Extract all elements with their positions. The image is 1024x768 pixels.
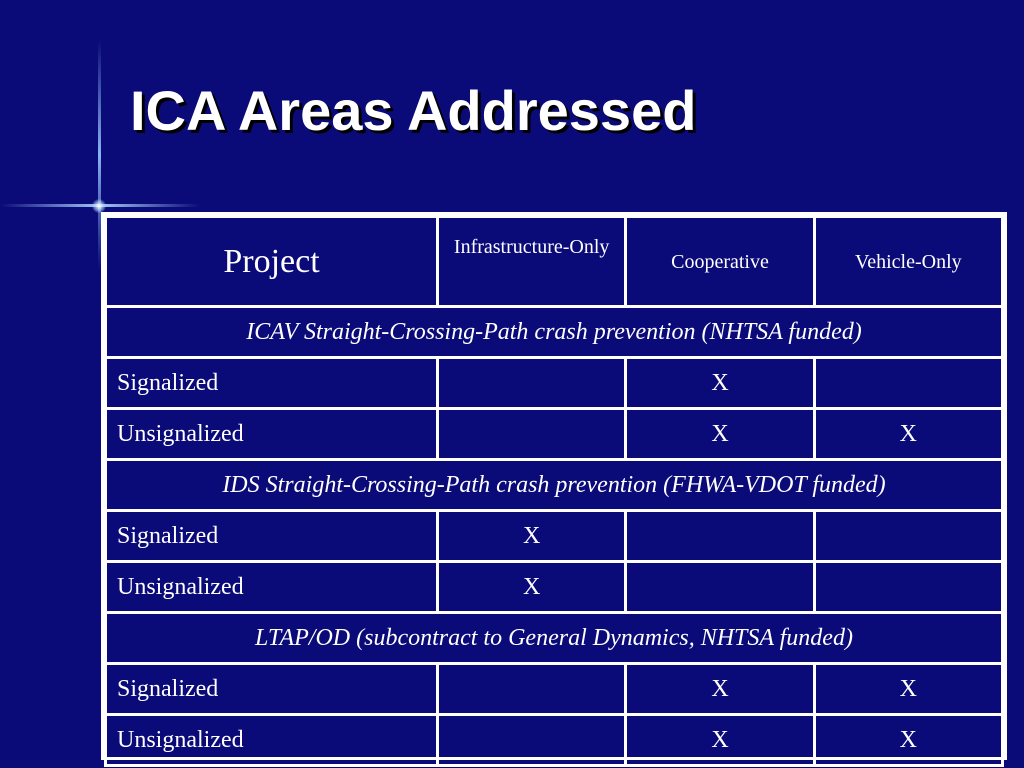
table-row xyxy=(106,715,1003,766)
areas-table-frame xyxy=(101,212,1007,760)
decorative-star-icon xyxy=(92,199,106,213)
section-title: IDS Straight-Crossing-Path crash prevention (FHWA-VDOT funded) xyxy=(106,460,1003,511)
header-infrastructure-only: Infrastructure-Only xyxy=(438,217,626,307)
table-row xyxy=(106,358,1003,409)
section-row xyxy=(106,307,1003,358)
cell-cooperative xyxy=(626,562,814,613)
areas-table xyxy=(104,215,1004,767)
row-label: Signalized xyxy=(106,358,438,409)
row-label: Unsignalized xyxy=(106,715,438,766)
row-label: Unsignalized xyxy=(106,562,438,613)
header-cooperative: Cooperative xyxy=(626,217,814,307)
cell-cooperative xyxy=(626,511,814,562)
table-row xyxy=(106,409,1003,460)
section-title: LTAP/OD (subcontract to General Dynamics, NHTSA funded) xyxy=(106,613,1003,664)
cell-cooperative: X xyxy=(626,358,814,409)
cell-vehicle-only: X xyxy=(814,409,1002,460)
cell-infrastructure-only xyxy=(438,664,626,715)
cell-vehicle-only xyxy=(814,511,1002,562)
cell-vehicle-only: X xyxy=(814,715,1002,766)
cell-infrastructure-only xyxy=(438,409,626,460)
cell-infrastructure-only: X xyxy=(438,511,626,562)
header-project: Project xyxy=(106,217,438,307)
table-row xyxy=(106,664,1003,715)
cell-infrastructure-only xyxy=(438,715,626,766)
cell-cooperative: X xyxy=(626,409,814,460)
row-label: Signalized xyxy=(106,511,438,562)
section-row xyxy=(106,460,1003,511)
cell-cooperative: X xyxy=(626,715,814,766)
cell-infrastructure-only: X xyxy=(438,562,626,613)
cell-vehicle-only xyxy=(814,562,1002,613)
table-row xyxy=(106,562,1003,613)
header-vehicle-only: Vehicle-Only xyxy=(814,217,1002,307)
cell-vehicle-only xyxy=(814,358,1002,409)
table-row xyxy=(106,511,1003,562)
table-header-row xyxy=(106,217,1003,307)
cell-infrastructure-only xyxy=(438,358,626,409)
slide-title: ICA Areas Addressed xyxy=(130,79,697,142)
row-label: Signalized xyxy=(106,664,438,715)
section-row xyxy=(106,613,1003,664)
row-label: Unsignalized xyxy=(106,409,438,460)
cell-cooperative: X xyxy=(626,664,814,715)
section-title: ICAV Straight-Crossing-Path crash prevention (NHTSA funded) xyxy=(106,307,1003,358)
cell-vehicle-only: X xyxy=(814,664,1002,715)
